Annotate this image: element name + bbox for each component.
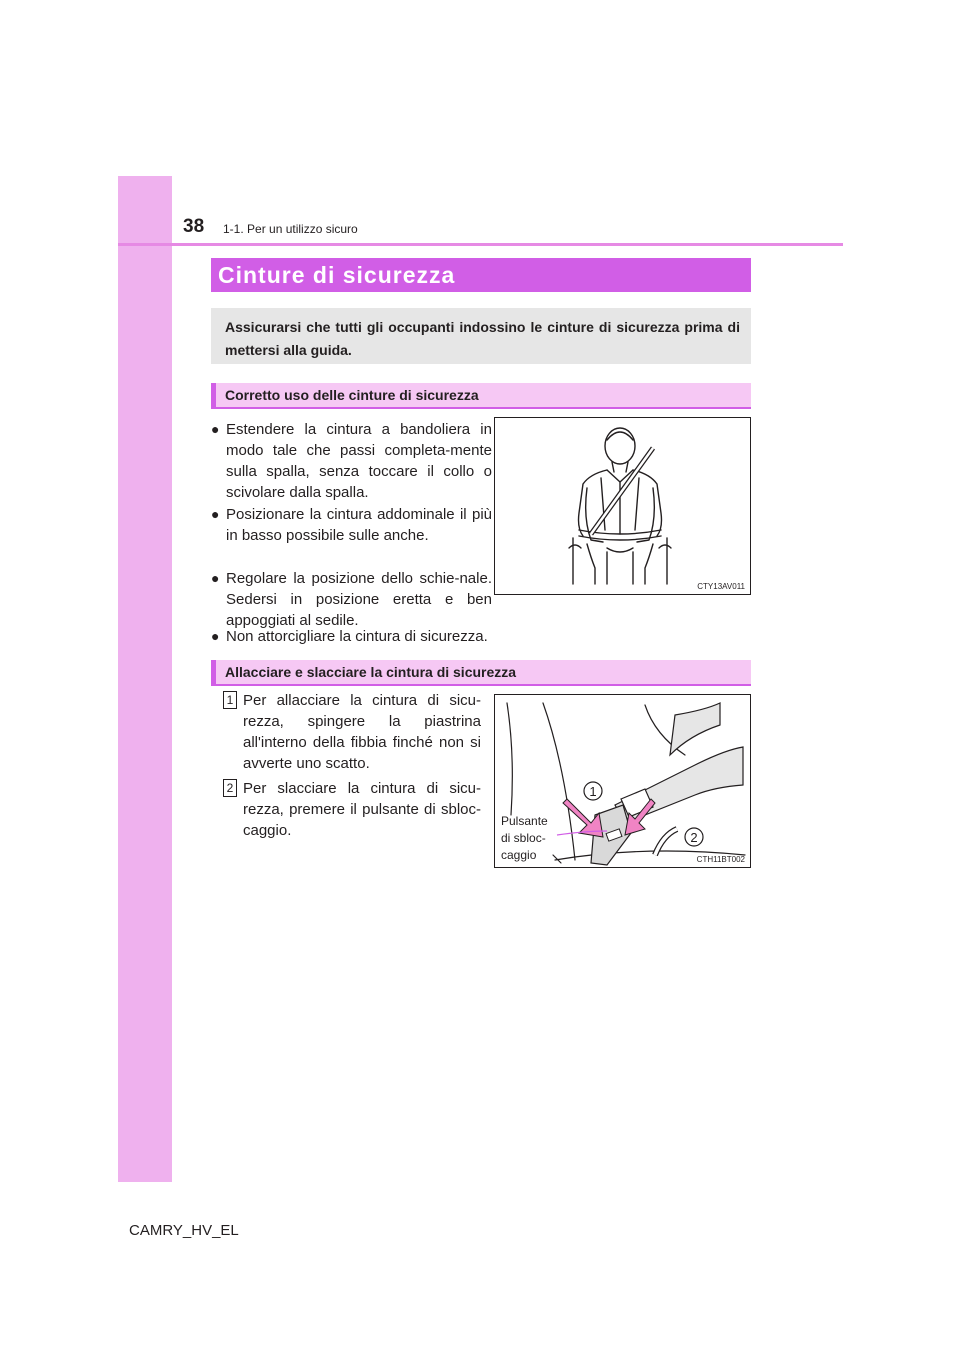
seated-occupant-illustration [495,418,750,594]
section-heading-fasten: Allacciare e slacciare la cintura di sicurezza [211,660,751,686]
bullet-text: Regolare la posizione dello schie-nale. Sedersi in posizione eretta e ben appoggiati al sedile. [226,570,492,629]
step-text: Per slacciare la cintura di sicu-rezza, premere il pulsante di sbloc-caggio. [243,780,481,839]
label-line: di sbloc- [501,831,546,845]
intro-box: Assicurarsi che tutti gli occupanti indossino le cinture di sicurezza prima di mettersi alla guida. [211,308,751,364]
section-heading-correct-use: Corretto uso delle cinture di sicurezza [211,383,751,409]
step-number-badge: 1 [223,691,237,709]
figure-code: CTH11BT002 [696,855,745,864]
header-rule [118,243,843,246]
step-number-badge: 2 [223,779,237,797]
figure-callout-1: 1 [589,784,597,799]
figure-code: CTY13AV011 [697,582,745,591]
buckle-figure [494,694,751,868]
bullet-icon: ● [211,628,220,644]
label-line: Pulsante [501,814,548,828]
seated-occupant-figure [494,417,751,595]
bullet-icon: ● [211,570,220,586]
side-color-strip [118,176,172,1182]
step-text: Per allacciare la cintura di sicu-rezza, spingere la piastrina all'interno della fibbia finché non si avverte uno scatto. [243,692,481,772]
figure-callout-2: 2 [690,830,698,845]
bullet-text: Posizionare la cintura addominale il più in basso possibile sulle anche. [226,506,492,544]
page-title: Cinture di sicurezza [211,258,751,292]
bullet-icon: ● [211,421,220,437]
running-head: 1-1. Per un utilizzo sicuro [223,222,358,236]
footer-model-code: CAMRY_HV_EL [129,1222,239,1239]
page-number: 38 [183,216,205,237]
bullet-text: Non attorcigliare la cintura di sicurezza. [226,628,488,645]
release-button-label [501,813,561,864]
bullet-icon: ● [211,506,220,522]
label-line: caggio [501,848,537,862]
bullet-text: Estendere la cintura a bandoliera in modo tale che passi completa-mente sulla spalla, senza toccare il collo o scivolare dalla spalla. [226,421,492,501]
